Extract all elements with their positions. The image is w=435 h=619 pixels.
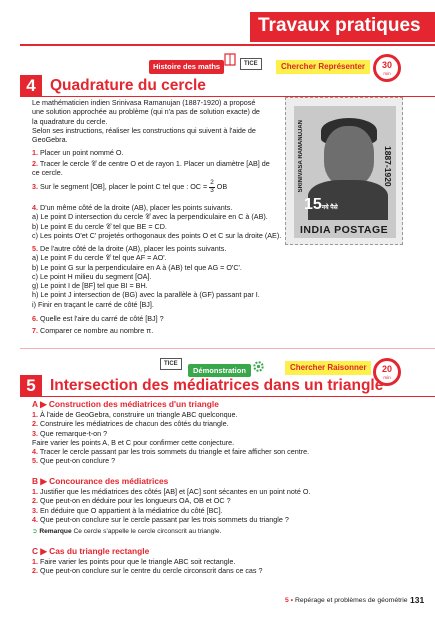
step-5 [32,244,412,309]
part-title: Construction des médiatrices d'un triangle [48,399,219,409]
step-item: a) Le point F du cercle 𝒞 tel que AF = AO'. [32,253,167,263]
remark-text: Ce cercle s'appelle le cercle circonscrit au triangle. [73,528,222,535]
page-title: Travaux pratiques [258,15,421,36]
intro-line: une solution approchée au problème (qui n'a pas de solution exacte) de [32,107,260,117]
step-number: 4. [32,447,38,457]
step-number: 2. [32,419,38,429]
intro-paragraph [32,98,282,144]
part-title: Cas du triangle rectangle [49,546,150,556]
step-item: a) Le point D intersection du cercle 𝒞 avec la perpendiculaire en C à (AB). [32,212,268,222]
step-item: g) Le point I de [BF] tel que BI = BH. [32,281,148,291]
part-letter: B [32,476,39,486]
step-text: Faire varier les points A, B et C pour confirmer cette conjecture. [32,437,235,447]
step-number: 1. [32,410,38,419]
part-b-body [32,487,427,524]
book-icon [224,52,236,66]
step-text: Que peut-on conclure ? [40,456,116,466]
stamp-country: INDIA POSTAGE [300,224,389,236]
stamp-value-unit: नये पैसे [321,205,338,211]
exercise-title: Intersection des médiatrices dans un triangle [50,377,384,394]
step-text: En déduire que O appartient à la médiatrice du côté [BC]. [40,505,223,515]
step-7 [32,326,412,335]
gear-icon [252,360,265,373]
step-item: c) Le point H milieu du segment [OA]. [32,271,152,281]
part-c-body [32,557,422,576]
intro-line: Selon ses instructions, réaliser les constructions qui suivent à l'aide de [32,125,256,135]
timer-badge [373,54,401,82]
step-number: 3. [32,505,38,515]
step-number: 2. [32,496,38,506]
timer-minutes: 30 [381,60,392,70]
step-item: c) Les points O'et C' projetés orthogonaux des points O et C sur la droite (AE). [32,230,282,240]
tag-demonstration: Démonstration [188,364,251,377]
part-title: Concourance des médiatrices [49,476,169,486]
arrow-circle-icon: ➲ [32,528,38,535]
chapter-separator-icon: • [290,597,294,604]
step-text: OB [216,182,228,191]
footer-chapter [285,597,408,604]
step-number: 1. [32,487,38,496]
step-text: ce cercle. [32,168,63,178]
timer-minutes: 20 [381,364,392,374]
intro-line: GeoGebra. [32,135,68,145]
chapter-title: Repérage et problèmes de géométrie [294,597,408,604]
step-number: 4. [32,514,38,524]
step-6 [32,314,412,323]
timer-unit: min [383,71,391,76]
step-item: h) Le point J intersection de (BG) avec la parallèle à (GF) passant par I. [32,290,260,300]
part-c-heading [32,546,149,556]
page-number: 131 [410,595,425,605]
step-4 [32,203,412,240]
triangle-right-icon: ▶ [40,476,47,486]
step-text: D'un même côté de la droite (AB), placer les points suivants. [40,203,233,212]
chapter-number: 5 [285,597,289,604]
step-1 [32,148,282,157]
step-3 [32,180,282,194]
step-number: 1. [32,557,38,566]
fraction-two-thirds [209,180,215,194]
step-number: 7. [32,326,38,335]
step-text: Sur le segment [OB], placer le point C tel que : OC = [40,182,208,191]
triangle-right-icon: ▶ [40,546,47,556]
step-number: 5. [32,456,38,466]
exercise-number: 5 [20,375,42,397]
step-text: Que peut-on conclure sur le centre du cercle circonscrit dans ce cas ? [40,566,263,576]
stamp-value-number: 15 [304,196,322,213]
triangle-right-icon: ▶ [40,399,47,409]
step-number: 6. [32,314,38,323]
step-text: Tracer le cercle 𝒞 de centre O et de rayon 1. Placer un diamètre [AB] de [39,159,270,168]
tag-tice: TICE [240,58,262,70]
step-item: b) Le point G sur la perpendiculaire en A à (AB) tel que AG = O'C'. [32,262,242,272]
step-text: Que remarque-t-on ? [40,428,108,438]
part-letter: A [32,399,38,409]
step-number: 2. [32,566,38,576]
step-2 [32,159,282,178]
tag-tice: TICE [160,358,182,370]
step-text: Que peut-on conclure sur le cercle passant par les trois sommets du triangle ? [40,514,289,524]
step-text: Justifier que les médiatrices des côtés [AB] et [AC] sont sécantes en un point noté O. [40,487,311,496]
step-number: 5. [32,244,38,253]
exercise-title: Quadrature du cercle [50,77,206,94]
step-text: Tracer le cercle passant par les trois sommets du triangle et faire afficher son centre. [39,447,310,457]
exercise-rule [20,396,435,397]
step-text: Comparer ce nombre au nombre π. [40,326,154,335]
step-number: 2. [32,159,38,168]
part-b-heading [32,476,168,486]
step-text: Que peut-on en déduire pour les longueurs OA, OB et OC ? [40,496,231,506]
stamp-face [324,126,374,186]
remark-label: Remarque [39,528,72,535]
step-text: Faire varier les points pour que le triangle ABC soit rectangle. [40,557,236,566]
tag-histoire-des-maths: Histoire des maths [149,60,224,74]
remark [32,527,422,536]
fraction-denominator: 3 [210,186,214,194]
part-a-body [32,410,422,466]
step-text: Construire les médiatrices de chacun des côtés du triangle. [40,419,229,429]
step-item: b) Le point E du cercle 𝒞 tel que BE = CD. [32,221,167,231]
intro-line: Le mathématicien indien Srinivasa Ramanujan (1887-1920) a proposé [32,98,256,107]
stamp-years: 1887-1920 [383,146,393,187]
exercise-number: 4 [20,75,42,97]
stamp-name: SRINIVASA RAMANUJAN [298,120,304,193]
step-item: i) Finir en traçant le carré de côté [BJ]. [32,299,154,309]
step-number: 3. [32,182,38,191]
step-text: À l'aide de GeoGebra, construire un triangle ABC quelconque. [40,410,238,419]
step-text: De l'autre côté de la droite (AB), placer les points suivants. [40,244,227,253]
tag-chercher-representer: Chercher Représenter [276,60,370,74]
header-divider [20,44,435,46]
step-number: 1. [32,148,38,157]
section-separator [20,348,435,349]
step-text: Placer un point nommé O. [40,148,124,157]
intro-line: la quadrature du cercle. [32,116,108,126]
fraction-numerator: 2 [210,179,214,186]
step-text: Quelle est l'aire du carré de côté [BJ] ? [40,314,164,323]
step-number: 3. [32,428,38,438]
part-letter: C [32,546,39,556]
step-number: 4. [32,203,38,212]
part-a-heading [32,399,219,409]
tag-chercher-raisonner: Chercher Raisonner [285,361,371,375]
timer-unit: min [383,375,391,380]
